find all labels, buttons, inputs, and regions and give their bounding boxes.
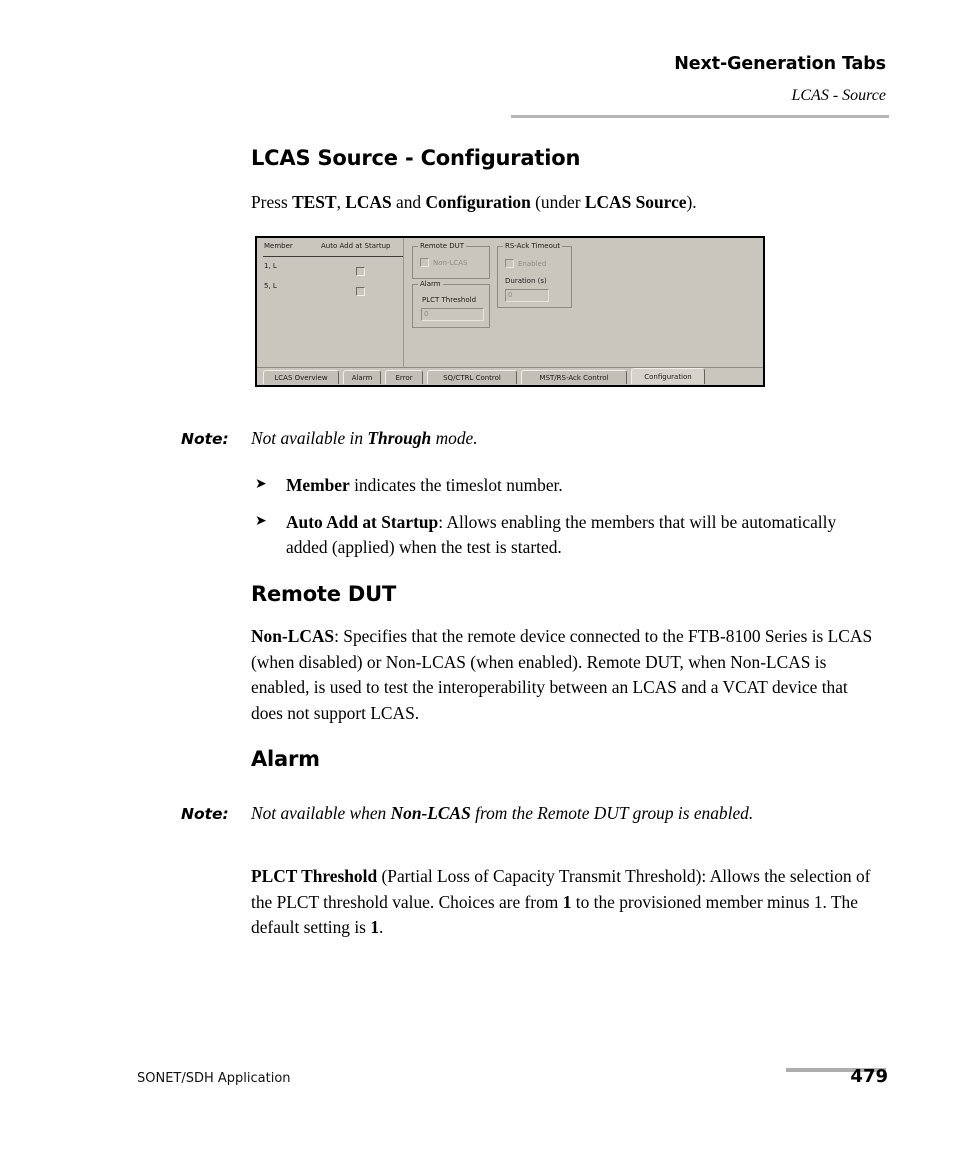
- table-row[interactable]: [263, 257, 403, 277]
- note-text-bold: Non-LCAS: [390, 803, 471, 823]
- header-title: Next-Generation Tabs: [674, 54, 886, 74]
- rs-ack-enabled-checkbox[interactable]: [505, 259, 546, 268]
- list-item: [251, 510, 851, 561]
- tab-configuration[interactable]: Configuration: [631, 368, 705, 384]
- plct-default-value: 1: [370, 917, 380, 938]
- rs-ack-enabled-label: Enabled: [518, 259, 547, 268]
- non-lcas-label: Non-LCAS: [433, 258, 468, 267]
- cell-member: 1, L: [264, 262, 277, 270]
- remote-dut-heading: Remote DUT: [251, 582, 397, 606]
- rs-ack-timeout-group-title: RS-Ack Timeout: [505, 242, 561, 250]
- press-suffix: ).: [686, 192, 697, 212]
- tab-bar: [257, 367, 763, 385]
- alarm-heading: Alarm: [251, 747, 320, 771]
- header-divider: [511, 115, 889, 118]
- press-sep-1: ,: [336, 192, 346, 212]
- duration-input[interactable]: 0: [505, 289, 549, 302]
- tab-mst-rs-ack-control[interactable]: MST/RS-Ack Control: [521, 370, 627, 384]
- lcas-source-configuration-screenshot: [255, 236, 765, 387]
- note-text-a: Not available when: [251, 803, 391, 823]
- plct-threshold-label: PLCT Threshold: [422, 296, 477, 304]
- arrow-bullet-icon: ➤: [255, 512, 267, 529]
- page-title: LCAS Source - Configuration: [251, 146, 581, 170]
- list-item-description: indicates the timeslot number.: [349, 475, 563, 495]
- non-lcas-term: Non-LCAS: [251, 626, 335, 646]
- auto-add-checkbox[interactable]: [356, 281, 365, 300]
- tab-alarm[interactable]: Alarm: [343, 370, 381, 384]
- duration-label: Duration (s): [505, 277, 547, 285]
- checkbox-icon: [420, 258, 429, 267]
- page-footer: [0, 1060, 954, 1120]
- press-configuration-label: Configuration: [425, 192, 531, 212]
- note-text: [251, 428, 478, 448]
- plct-text-a: (Partial Loss of Capacity Transmit Threshold): Allows the selection of the PLCT threshold value. Choices are from: [251, 866, 871, 912]
- press-sep-2: and: [391, 192, 426, 212]
- checkbox-icon: [505, 259, 514, 268]
- press-prefix: Press: [251, 192, 293, 212]
- footer-application-name: SONET/SDH Application: [137, 1071, 291, 1086]
- checkbox-icon: [356, 267, 365, 276]
- remote-dut-paragraph: [251, 624, 876, 726]
- tab-lcas-overview[interactable]: LCAS Overview: [263, 370, 339, 384]
- note-non-lcas: [181, 801, 753, 828]
- press-lcas-source-label: LCAS Source: [584, 192, 687, 212]
- list-item-term: Auto Add at Startup: [286, 511, 439, 532]
- list-item-description: : Allows enabling the members that will be automatically added (applied) when the test is started.: [286, 511, 837, 557]
- press-test-label: TEST: [292, 192, 337, 212]
- header-subtitle: LCAS - Source: [791, 87, 886, 104]
- note-label: Note:: [181, 805, 229, 823]
- tab-sq-ctrl-control[interactable]: SQ/CTRL Control: [427, 370, 517, 384]
- plct-threshold-input[interactable]: 0: [421, 308, 484, 321]
- alarm-group-title: Alarm: [420, 280, 441, 288]
- table-row[interactable]: [263, 277, 403, 297]
- list-item: [251, 473, 851, 499]
- table-header-row: [263, 241, 403, 257]
- plct-text-c: .: [379, 917, 384, 938]
- member-table: [263, 241, 403, 297]
- press-sep-3: (under: [530, 192, 585, 212]
- note-text-c: mode.: [431, 428, 478, 448]
- alarm-group: [412, 280, 490, 328]
- rs-ack-timeout-group: [497, 242, 572, 308]
- note-text-c: from the Remote DUT group is enabled.: [470, 803, 754, 823]
- press-instruction: [251, 190, 851, 216]
- plct-min-value: 1: [562, 891, 572, 912]
- arrow-bullet-icon: ➤: [255, 476, 267, 492]
- cell-member: 5, L: [264, 282, 277, 290]
- panel-divider: [403, 238, 404, 385]
- tab-error[interactable]: Error: [385, 370, 423, 384]
- column-header-member: Member: [264, 242, 293, 250]
- column-header-auto-add-at-startup: Auto Add at Startup: [321, 242, 391, 250]
- remote-dut-group-title: Remote DUT: [420, 242, 465, 250]
- page-header: [0, 0, 954, 125]
- checkbox-icon: [356, 287, 365, 296]
- feature-bullet-list: [251, 473, 851, 572]
- note-through-mode: [181, 426, 478, 453]
- note-label: Note:: [181, 430, 229, 448]
- remote-dut-description: : Specifies that the remote device connected to the FTB-8100 Series is LCAS (when disabled) or Non-LCAS (when enabled). Remote DUT, when Non-LCAS is enabled, is used to test the interoperability between an LCAS and a VCAT device that does not support LCAS.: [251, 626, 873, 723]
- list-item-term: Member: [286, 475, 350, 495]
- plct-term: PLCT Threshold: [251, 866, 378, 887]
- note-text-a: Not available in: [251, 428, 368, 448]
- non-lcas-checkbox[interactable]: [420, 258, 468, 267]
- note-text: [251, 803, 753, 823]
- plct-text-b: to the provisioned member minus 1. The default setting is: [251, 891, 858, 938]
- plct-threshold-paragraph: [251, 864, 885, 941]
- remote-dut-group: [412, 242, 490, 279]
- page-number: 479: [850, 1066, 888, 1087]
- ui-panel: [257, 238, 763, 385]
- press-lcas-label: LCAS: [345, 192, 392, 212]
- note-text-bold: Through: [367, 428, 432, 448]
